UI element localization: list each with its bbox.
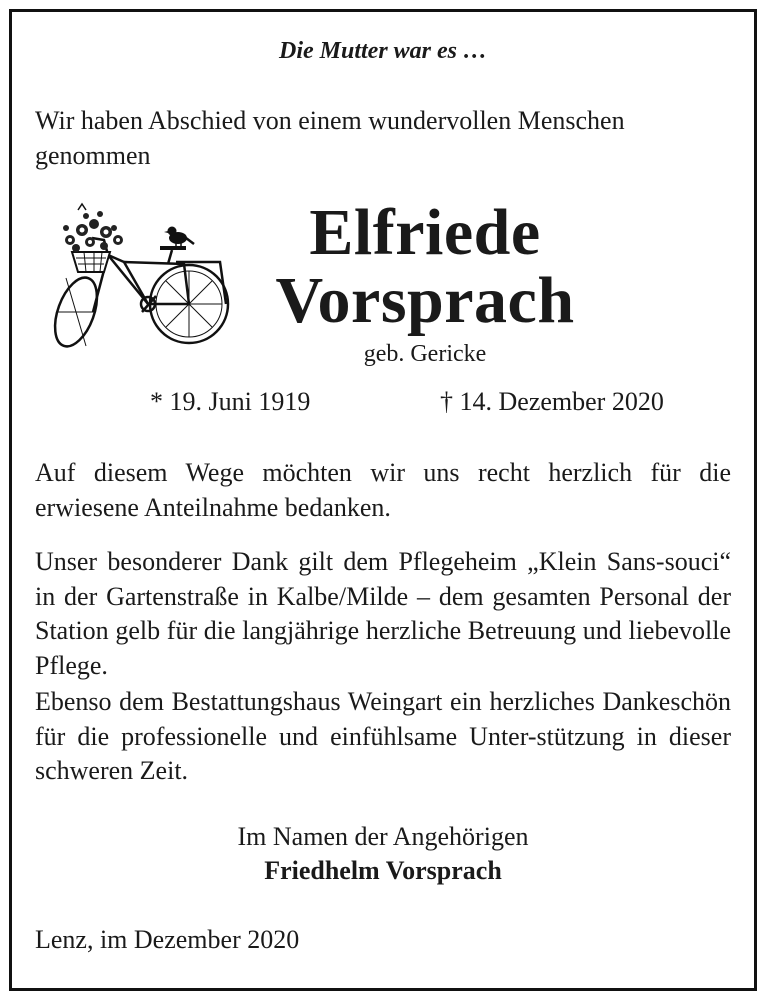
special-thanks-paragraph: Unser besonderer Dank gilt dem Pflegeheim „Klein Sans-souci“ in der Gartenstraße in Kalbe/Milde – dem gesamten Personal der Station gelb für die langjährige herzliche Betreuung und liebevolle Pflege. bbox=[35, 547, 731, 680]
thanks-paragraph: Auf diesem Wege möchten wir uns recht herzlich für die erwiesene Anteilnahme bedanken. bbox=[35, 458, 731, 522]
funeral-home-thanks-paragraph: Ebenso dem Bestattungshaus Weingart ein herzliches Dankeschön für die professionelle und einfühlsame Unter-stützung in dieser schweren Zeit. bbox=[35, 687, 731, 785]
deceased-first-name: Elfriede bbox=[309, 196, 541, 269]
deceased-last-name: Vorsprach bbox=[275, 264, 575, 337]
motto: Die Mutter war es … bbox=[278, 38, 487, 64]
death-date: † 14. Dezember 2020 bbox=[440, 387, 664, 416]
signature-line: Im Namen der Angehörigen bbox=[237, 822, 529, 851]
place-and-date: Lenz, im Dezember 2020 bbox=[35, 925, 300, 954]
signature-name: Friedhelm Vorsprach bbox=[264, 856, 502, 885]
birth-date: * 19. Juni 1919 bbox=[150, 387, 311, 416]
bicycle-with-flowers-and-bird-icon bbox=[48, 200, 238, 355]
maiden-name: geb. Gericke bbox=[363, 341, 487, 367]
intro-text: Wir haben Abschied von einem wundervollen Menschen genommen bbox=[35, 106, 625, 170]
